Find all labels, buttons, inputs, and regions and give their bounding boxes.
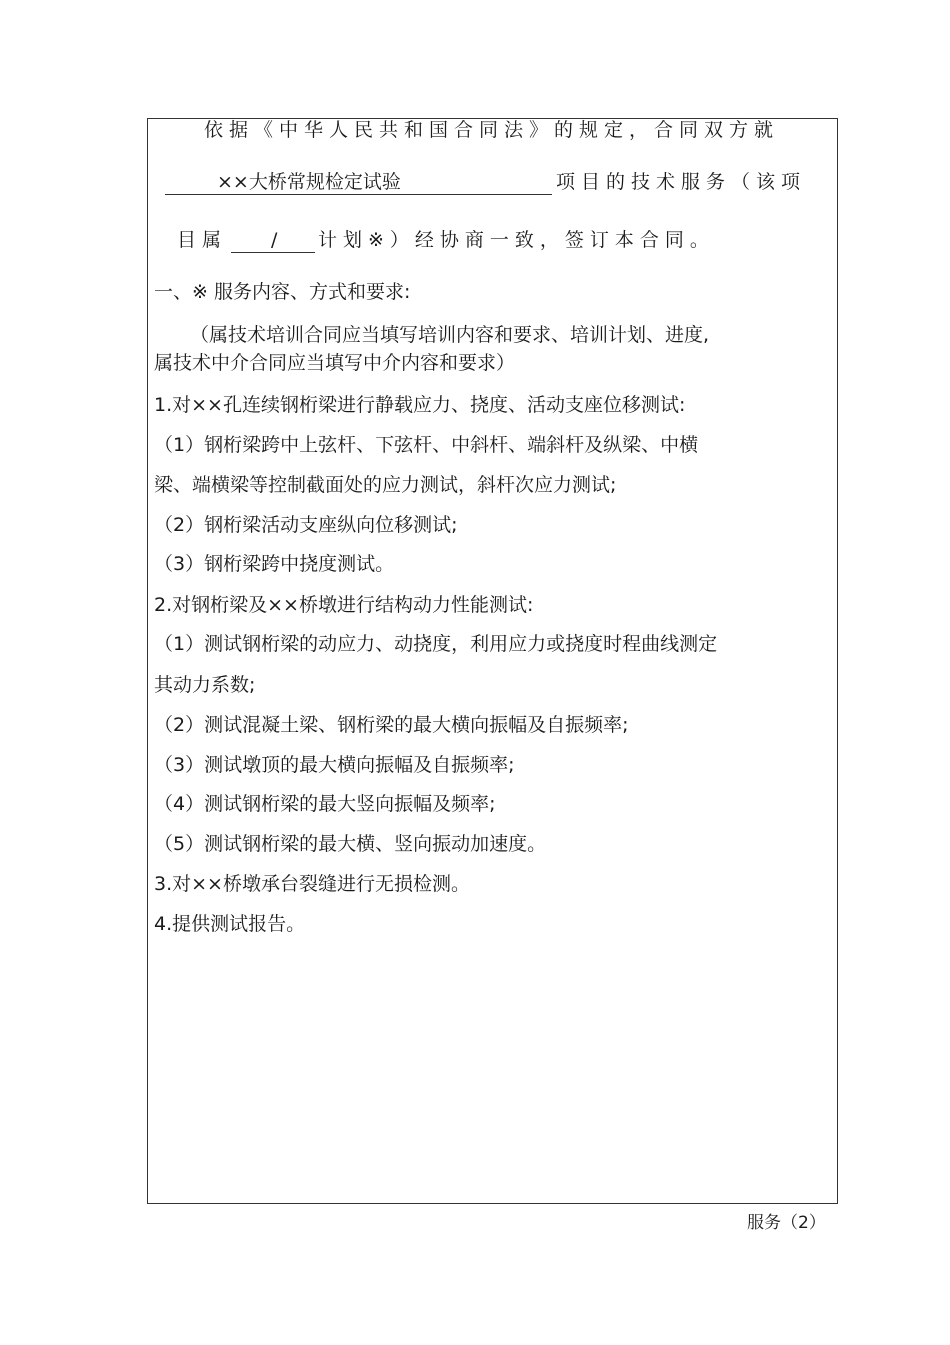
list-item: 其动力系数;	[154, 674, 256, 696]
note-line-1: （属技术培训合同应当填写培训内容和要求、培训计划、进度,	[190, 324, 710, 346]
section-heading: 一、※ 服务内容、方式和要求:	[154, 281, 411, 303]
list-item: 梁、端横梁等控制截面处的应力测试，斜杆次应力测试;	[154, 474, 617, 496]
intro-line-2-rest: 项目的技术服务（该项	[556, 171, 807, 193]
plan-field	[231, 228, 315, 253]
list-item: （2）钢桁梁活动支座纵向位移测试;	[154, 514, 458, 536]
project-name-field	[165, 170, 552, 195]
intro-line-1: 依据《中华人民共和国合同法》的规定，合同双方就	[204, 119, 780, 141]
list-item: 1.对××孔连续钢桁梁进行静载应力、挠度、活动支座位移测试:	[154, 394, 686, 416]
list-item: 4.提供测试报告。	[154, 913, 306, 935]
intro-line-3-rest: 计划※）经协商一致，签订本合同。	[318, 229, 715, 251]
list-item: （3）测试墩顶的最大横向振幅及自振频率;	[154, 754, 515, 776]
list-item: 3.对××桥墩承台裂缝进行无损检测。	[154, 873, 470, 895]
plan-value: /	[271, 229, 278, 251]
note-line-2: 属技术中介合同应当填写中介内容和要求）	[154, 352, 516, 374]
list-item: （1）钢桁梁跨中上弦杆、下弦杆、中斜杆、端斜杆及纵梁、中横	[154, 434, 699, 456]
list-item: （2）测试混凝土梁、钢桁梁的最大横向振幅及自振频率;	[154, 714, 629, 736]
page-label: 服务（2）	[747, 1213, 826, 1233]
list-item: （3）钢桁梁跨中挠度测试。	[154, 553, 395, 575]
list-item: （5）测试钢桁梁的最大横、竖向振动加速度。	[154, 833, 547, 855]
list-item: （4）测试钢桁梁的最大竖向振幅及频率;	[154, 793, 496, 815]
project-name: ××大桥常规检定试验	[217, 171, 401, 193]
list-item: （1）测试钢桁梁的动应力、动挠度，利用应力或挠度时程曲线测定	[154, 633, 718, 655]
list-item: 2.对钢桁梁及××桥墩进行结构动力性能测试:	[154, 594, 534, 616]
intro-line-3-prefix: 目属	[177, 229, 228, 251]
